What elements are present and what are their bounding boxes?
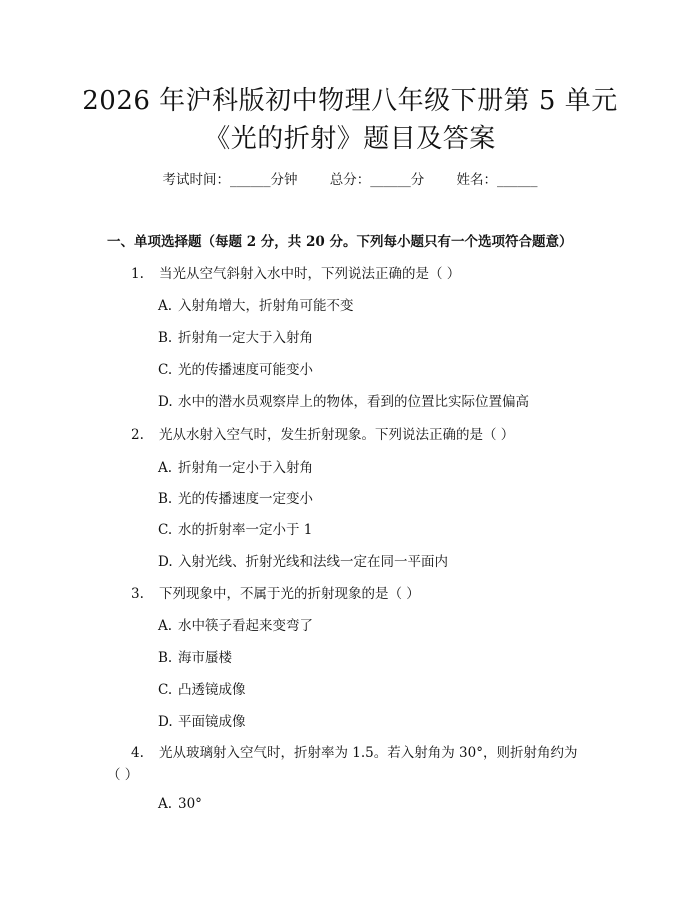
option-text: 水中的潜水员观察岸上的物体，看到的位置比实际位置偏高 bbox=[178, 394, 529, 410]
question-number: 2. bbox=[131, 427, 144, 443]
exam-meta bbox=[0, 168, 700, 188]
option-label: D. bbox=[158, 554, 173, 570]
option-text: 水的折射率一定小于 1 bbox=[178, 522, 313, 538]
question-number: 3. bbox=[131, 586, 144, 602]
question-2 bbox=[131, 423, 514, 443]
option-label: C. bbox=[158, 522, 173, 538]
option-text: 折射角一定小于入射角 bbox=[178, 460, 313, 476]
option-label: C. bbox=[158, 362, 173, 378]
option bbox=[158, 487, 313, 507]
option-label: D. bbox=[158, 394, 173, 410]
option-text: 水中筷子看起来变弯了 bbox=[178, 618, 313, 634]
question-4 bbox=[131, 741, 577, 761]
exam-total-score: 总分：______分 bbox=[329, 172, 425, 188]
question-1 bbox=[131, 262, 460, 282]
question-number: 1. bbox=[131, 266, 144, 282]
option-label: D. bbox=[158, 714, 173, 730]
question-text: 光从水射入空气时，发生折射现象。下列说法正确的是（ ） bbox=[159, 427, 515, 443]
option bbox=[158, 294, 354, 314]
option-text: 入射角增大，折射角可能不变 bbox=[178, 298, 354, 314]
question-number: 4. bbox=[131, 745, 144, 761]
option-label: A. bbox=[158, 796, 173, 812]
title-line-2: 《光的折射》题目及答案 bbox=[204, 124, 496, 154]
option-label: B. bbox=[158, 330, 173, 346]
exam-time: 考试时间：______分钟 bbox=[162, 172, 298, 188]
option-text: 入射光线、折射光线和法线一定在同一平面内 bbox=[178, 554, 448, 570]
option-text: 光的传播速度一定变小 bbox=[178, 491, 313, 507]
option bbox=[158, 550, 448, 570]
option bbox=[158, 518, 312, 538]
option bbox=[158, 646, 232, 666]
option-label: A. bbox=[158, 460, 173, 476]
option-label: B. bbox=[158, 491, 173, 507]
title-line-1: 2026 年沪科版初中物理八年级下册第 5 单元 bbox=[82, 86, 618, 116]
option-label: A. bbox=[158, 618, 173, 634]
question-4-continuation: （ ） bbox=[107, 767, 139, 783]
option-text: 光的传播速度可能变小 bbox=[178, 362, 313, 378]
option bbox=[158, 678, 246, 698]
option-text: 海市蜃楼 bbox=[178, 650, 232, 666]
option-label: B. bbox=[158, 650, 173, 666]
option-label: A. bbox=[158, 298, 173, 314]
option bbox=[158, 796, 202, 812]
option-text: 折射角一定大于入射角 bbox=[178, 330, 313, 346]
question-text: 当光从空气斜射入水中时，下列说法正确的是（ ） bbox=[159, 266, 461, 282]
question-text: 下列现象中，不属于光的折射现象的是（ ） bbox=[159, 586, 420, 602]
option-text: 30° bbox=[178, 796, 202, 812]
option-text: 平面镜成像 bbox=[178, 714, 246, 730]
option bbox=[158, 358, 313, 378]
option-text: 凸透镜成像 bbox=[178, 682, 246, 698]
option bbox=[158, 456, 313, 476]
exam-name: 姓名：______ bbox=[456, 172, 538, 188]
option bbox=[158, 390, 529, 410]
option bbox=[158, 326, 313, 346]
section-heading: 一、单项选择题（每题 2 分，共 20 分。下列每小题只有一个选项符合题意） bbox=[107, 234, 573, 250]
option bbox=[158, 614, 313, 634]
option bbox=[158, 710, 246, 730]
question-3 bbox=[131, 582, 420, 602]
question-text: 光从玻璃射入空气时，折射率为 1.5。若入射角为 30°，则折射角约为 bbox=[159, 745, 578, 761]
option-label: C. bbox=[158, 682, 173, 698]
